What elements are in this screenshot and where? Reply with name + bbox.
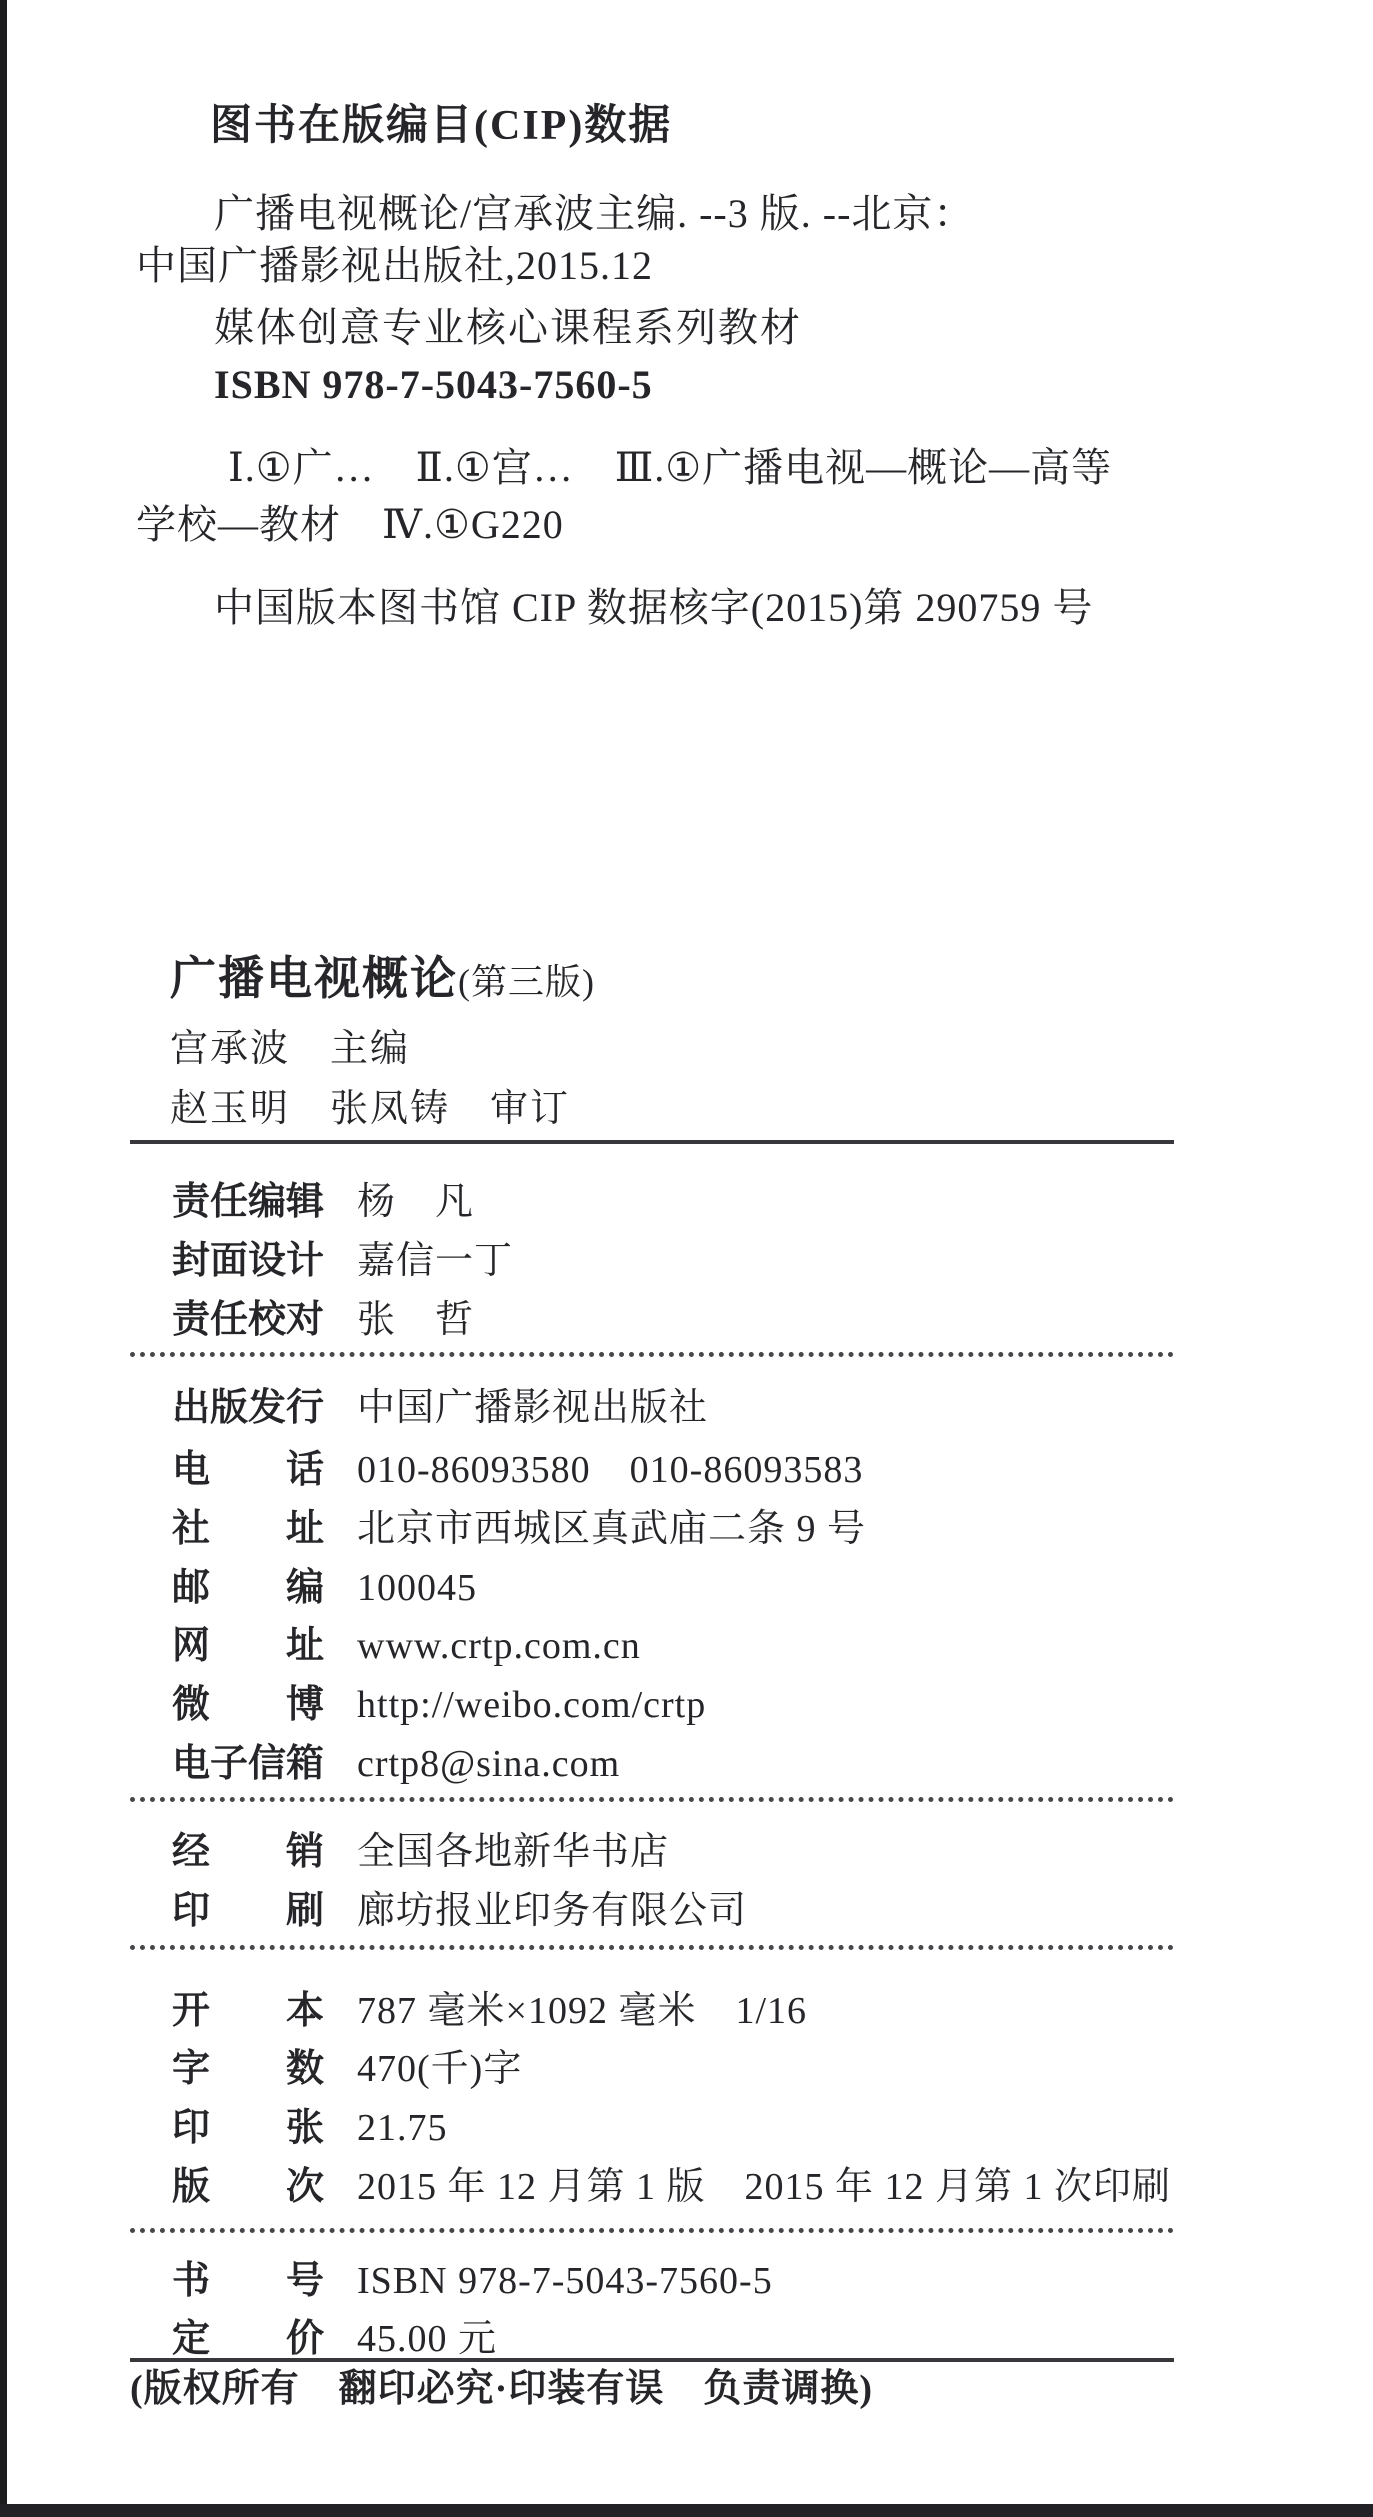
row-label: 社 址 bbox=[172, 1508, 325, 1550]
distribution-row-seller bbox=[172, 1820, 669, 1875]
row-value: 100045 bbox=[357, 1567, 478, 1609]
format-row-sheets bbox=[172, 2096, 448, 2151]
row-value: 张 哲 bbox=[357, 1299, 475, 1341]
publisher-row-postcode bbox=[172, 1556, 477, 1611]
row-label: 经 销 bbox=[172, 1831, 325, 1873]
cip-line-isbn: ISBN 978-7-5043-7560-5 bbox=[214, 362, 653, 407]
row-value: www.crtp.com.cn bbox=[357, 1625, 641, 1667]
cip-classification-line-2: 学校—教材 Ⅳ.①G220 bbox=[136, 502, 564, 547]
divider-solid-2 bbox=[130, 2358, 1174, 2362]
row-value: 北京市西城区真武庙二条 9 号 bbox=[357, 1508, 867, 1550]
row-value: 470(千)字 bbox=[357, 2048, 523, 2090]
row-value: 嘉信一丁 bbox=[357, 1240, 514, 1282]
row-label: 网 址 bbox=[172, 1625, 325, 1667]
row-label: 微 博 bbox=[172, 1684, 325, 1726]
book-title bbox=[170, 953, 595, 1005]
row-label: 书 号 bbox=[172, 2260, 325, 2302]
row-label: 责任编辑 bbox=[172, 1181, 325, 1223]
row-value: 杨 凡 bbox=[357, 1181, 475, 1223]
row-value: 010-86093580 010-86093583 bbox=[357, 1449, 864, 1491]
cip-line-publisher: 中国广播影视出版社,2015.12 bbox=[136, 243, 653, 288]
format-row-size bbox=[172, 1979, 807, 2034]
book-title-text: 广播电视概论 bbox=[170, 953, 458, 1004]
cip-line-series: 媒体创意专业核心课程系列教材 bbox=[214, 305, 802, 350]
publisher-row-website bbox=[172, 1614, 641, 1669]
row-label: 开 本 bbox=[172, 1990, 325, 2032]
row-value: 787 毫米×1092 毫米 1/16 bbox=[357, 1990, 808, 2032]
row-value: ISBN 978-7-5043-7560-5 bbox=[357, 2260, 773, 2302]
cip-classification-line-1: Ⅰ.①广… Ⅱ.①宫… Ⅲ.①广播电视—概论—高等 bbox=[228, 445, 1113, 490]
divider-dotted-3 bbox=[130, 1945, 1174, 1950]
chief-editor-line: 宫承波 主编 bbox=[170, 1028, 411, 1070]
row-label: 字 数 bbox=[172, 2048, 325, 2090]
cip-heading: 图书在版编目(CIP)数据 bbox=[210, 103, 673, 149]
row-value: 21.75 bbox=[357, 2107, 448, 2149]
publisher-row-publisher bbox=[172, 1376, 708, 1431]
row-label: 责任校对 bbox=[172, 1299, 325, 1341]
publisher-row-weibo bbox=[172, 1673, 706, 1728]
publisher-row-address bbox=[172, 1497, 866, 1552]
format-row-edition-printing bbox=[172, 2155, 1171, 2210]
row-value: 廊坊报业印务有限公司 bbox=[357, 1890, 748, 1932]
row-label: 版 次 bbox=[172, 2166, 325, 2208]
cip-line-title-author: 广播电视概论/宫承波主编. --3 版. --北京： bbox=[214, 191, 975, 236]
row-label: 印 张 bbox=[172, 2107, 325, 2149]
reviewers-line: 赵玉明 张凤铸 审订 bbox=[170, 1088, 571, 1130]
scan-edge-left bbox=[0, 0, 7, 2517]
row-value: crtp8@sina.com bbox=[357, 1743, 621, 1785]
cip-record-number: 中国版本图书馆 CIP 数据核字(2015)第 290759 号 bbox=[214, 585, 1094, 630]
divider-dotted-2 bbox=[130, 1797, 1174, 1802]
row-value: http://weibo.com/crtp bbox=[357, 1684, 707, 1726]
price-row-isbn bbox=[172, 2249, 773, 2304]
divider-solid-1 bbox=[130, 1140, 1174, 1144]
publisher-row-email bbox=[172, 1732, 620, 1787]
price-row-price bbox=[172, 2307, 497, 2362]
row-value: 全国各地新华书店 bbox=[357, 1831, 670, 1873]
staff-row-editor bbox=[172, 1170, 474, 1225]
row-label: 封面设计 bbox=[172, 1240, 325, 1282]
distribution-row-printer bbox=[172, 1879, 747, 1934]
row-label: 印 刷 bbox=[172, 1890, 325, 1932]
row-label: 电 话 bbox=[172, 1449, 325, 1491]
divider-dotted-4 bbox=[130, 2228, 1174, 2233]
row-label: 定 价 bbox=[172, 2318, 325, 2360]
book-edition: (第三版) bbox=[458, 962, 595, 1002]
publisher-row-phone bbox=[172, 1438, 863, 1493]
row-label: 电子信箱 bbox=[172, 1743, 325, 1785]
row-label: 邮 编 bbox=[172, 1567, 325, 1609]
format-row-word-count bbox=[172, 2037, 522, 2092]
divider-dotted-1 bbox=[130, 1352, 1174, 1357]
copyright-notice: (版权所有 翻印必究·印装有误 负责调换) bbox=[130, 2368, 873, 2410]
staff-row-proofreader bbox=[172, 1288, 474, 1343]
row-value: 中国广播影视出版社 bbox=[357, 1387, 709, 1429]
staff-row-cover-design bbox=[172, 1229, 513, 1284]
row-label: 出版发行 bbox=[172, 1387, 325, 1429]
row-value: 2015 年 12 月第 1 版 2015 年 12 月第 1 次印刷 bbox=[357, 2166, 1172, 2208]
row-value: 45.00 元 bbox=[357, 2318, 498, 2360]
scan-edge-bottom bbox=[0, 2504, 1373, 2517]
